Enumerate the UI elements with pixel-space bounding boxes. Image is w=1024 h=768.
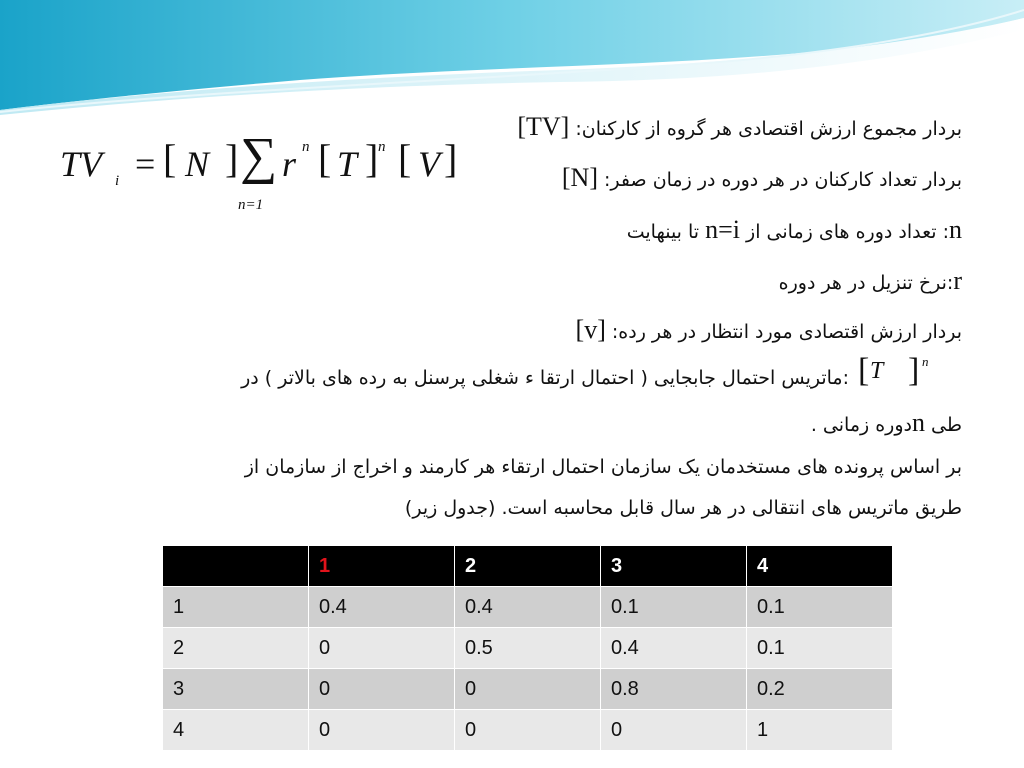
line-v-definition: [576, 315, 962, 345]
formula-r-sup: n: [302, 139, 310, 155]
table-row: [163, 669, 893, 710]
header-wave-decoration: [0, 0, 1024, 120]
table-cell: 0.1: [601, 587, 747, 628]
tv-formula: [60, 128, 460, 215]
table-header-row: [163, 546, 893, 587]
table-cell: 2: [163, 628, 309, 669]
table-cell: 0.4: [309, 587, 455, 628]
table-header-cell: [163, 546, 309, 587]
line-tv-definition: [517, 112, 962, 142]
table-row: [163, 710, 893, 751]
line-transition-calc: [405, 497, 962, 519]
line-n-periods-text-a: : تعداد دوره های زمانی از: [740, 221, 949, 243]
v-vector-symbol: [v]: [575, 315, 606, 344]
formula-equals: =: [135, 144, 156, 184]
table-cell: 0: [601, 710, 747, 751]
table-header-cell-highlight: 1: [309, 546, 455, 587]
line-period-text-b: دوره زمانی .: [810, 414, 912, 436]
formula-r: r: [282, 144, 297, 184]
formula-t: T: [337, 144, 358, 184]
formula-t-sup: n: [378, 139, 386, 155]
line-period-count: [811, 408, 962, 438]
line-n-periods-text-b: تا بینهایت: [626, 221, 706, 243]
table-cell: 1: [163, 587, 309, 628]
mini-t: T: [870, 358, 884, 384]
tv-vector-symbol: [TV]: [517, 112, 570, 141]
line-transition-matrix: [241, 367, 849, 389]
table-header-cell: 4: [747, 546, 893, 587]
table-cell: 0.5: [455, 628, 601, 669]
table-cell: 4: [163, 710, 309, 751]
formula-sum: ∑: [240, 128, 278, 185]
n-symbol: n: [949, 215, 962, 244]
formula-n-right-bracket: ]: [225, 136, 239, 181]
formula-sum-lower: n=1: [238, 197, 264, 213]
line-v-text: بردار ارزش اقتصادی مورد انتظار در هر رده:: [605, 321, 962, 343]
table-cell: 0.2: [747, 669, 893, 710]
line-n-periods: [627, 215, 962, 245]
table-header-cell: 3: [601, 546, 747, 587]
table-cell: 0: [309, 710, 455, 751]
table-cell: 0.8: [601, 669, 747, 710]
line-personnel-text: بر اساس پرونده های مستخدمان یک سازمان احتمال ارتقاء هر کارمند و اخراج از سازمان از: [244, 456, 962, 478]
line-n-text: بردار تعداد کارکنان در هر دوره در زمان صفر:: [597, 169, 962, 191]
line-discount-text: :نرخ تنزیل در هر دوره: [778, 272, 954, 294]
line-period-text-a: طی: [925, 414, 962, 436]
formula-v: V: [418, 144, 440, 184]
n-symbol-2: n: [912, 408, 925, 437]
transition-matrix-table: [162, 545, 893, 751]
formula-n-left-bracket: [: [163, 136, 177, 181]
table-cell: 0: [309, 628, 455, 669]
table-header-cell: 2: [455, 546, 601, 587]
n-vector-symbol: [N]: [561, 163, 598, 192]
table-cell: 0.1: [747, 587, 893, 628]
table-cell: 0.4: [601, 628, 747, 669]
formula-tv: TV: [60, 144, 103, 184]
line-n-definition: [562, 163, 962, 193]
line-transition-text: :ماتریس احتمال جابجایی ( احتمال ارتقا ء شغلی پرسنل به رده های بالاتر ) در: [241, 367, 849, 389]
formula-t-left-bracket: [: [318, 136, 332, 181]
table-cell: 0: [455, 710, 601, 751]
n-equals-i: n=i: [705, 215, 741, 244]
table-cell: 0: [455, 669, 601, 710]
line-personnel-files: [245, 456, 962, 478]
line-tv-text: بردار مجموع ارزش اقتصادی هر گروه از کارکنان:: [569, 118, 962, 140]
line-discount-rate: [779, 266, 962, 296]
table-cell: 3: [163, 669, 309, 710]
table-cell: 0.4: [455, 587, 601, 628]
formula-sub-i: i: [115, 173, 120, 189]
r-symbol: r: [953, 266, 962, 295]
table-cell: 1: [747, 710, 893, 751]
mini-left-bracket: [: [858, 352, 870, 389]
line-transition-calc-text: طریق ماتریس های انتقالی در هر سال قابل محاسبه است. (جدول زیر): [404, 497, 962, 519]
formula-t-right-bracket: ]: [365, 136, 379, 181]
table-cell: 0: [309, 669, 455, 710]
mini-sup-n: n: [922, 354, 929, 369]
formula-v-right-bracket: ]: [444, 136, 458, 181]
mini-right-bracket: ]: [908, 352, 920, 389]
formula-v-left-bracket: [: [398, 136, 412, 181]
formula-n: N: [185, 144, 210, 184]
table-row: [163, 628, 893, 669]
table-cell: 0.1: [747, 628, 893, 669]
table-row: [163, 587, 893, 628]
